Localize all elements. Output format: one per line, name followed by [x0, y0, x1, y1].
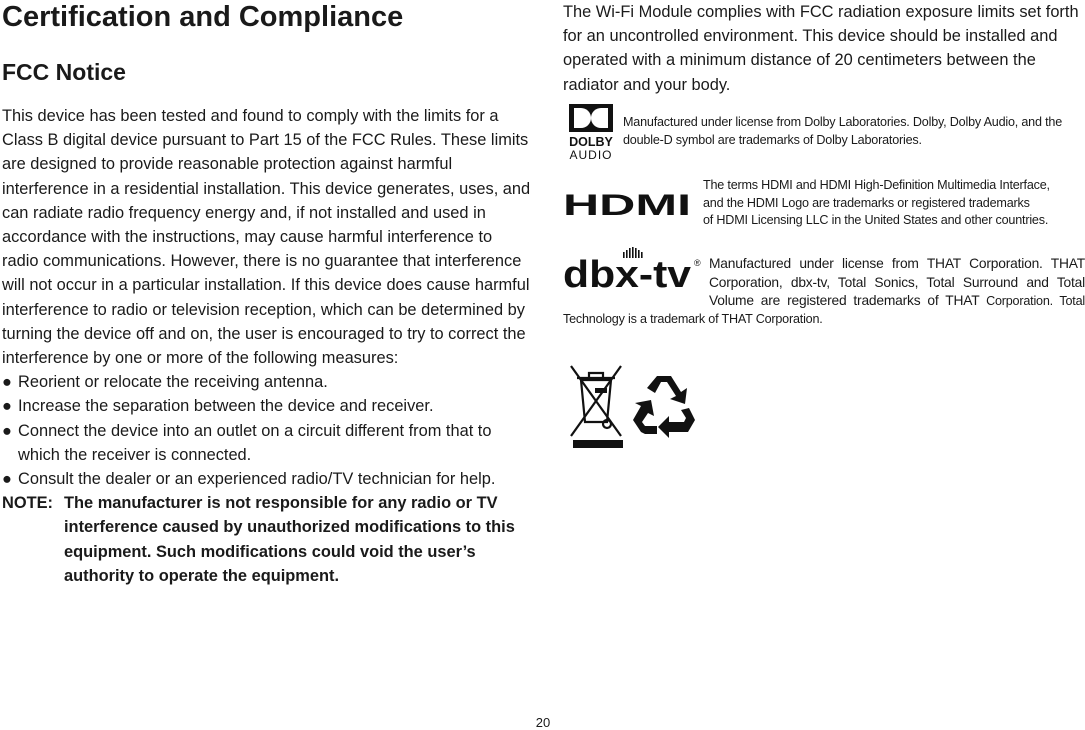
list-item: ● Reorient or relocate the receiving antenna.: [2, 370, 532, 394]
dbx-trademark-text: Manufactured under license from THAT Corporation. THAT Corporation, dbx-tv, Total Sonics, Total Surround and Total Volume are registered trademarks of THAT Corporation. Total Technology is a trademark of THAT Corporation.: [563, 256, 1085, 326]
note-text: The manufacturer is not responsible for any radio or TV interference caused by unauthorized modifications to this equipment. Such modifications could void the user’s authority to operate the equipment.: [64, 494, 515, 585]
dbx-tv-logo: [563, 246, 703, 292]
bullet-icon: ●: [2, 470, 12, 489]
svg-text:DOLBY: DOLBY: [569, 135, 613, 149]
page-title: Certification and Compliance: [2, 1, 404, 33]
svg-text:®: ®: [694, 258, 701, 268]
weee-crossed-bin-icon: [567, 358, 625, 448]
list-item: ● Connect the device into an outlet on a circuit different from that to which the receiver is connected.: [2, 419, 532, 467]
hdmi-trademark-text: The terms HDMI and HDMI High-Definition Multimedia Interface, and the HDMI Logo are trademarks or registered trademarks of HDMI Licensing LLC in the United States and other countries.: [703, 178, 1050, 227]
note-label: NOTE:: [2, 494, 53, 513]
bullet-icon: ●: [2, 373, 12, 392]
list-item: ● Consult the dealer or an experienced radio/TV technician for help.: [2, 467, 532, 491]
fcc-note: [2, 491, 532, 588]
svg-text:dbx-tv: dbx-tv: [563, 254, 691, 292]
fcc-heading: FCC Notice: [2, 59, 126, 85]
hdmi-logo: [563, 193, 691, 217]
wifi-compliance-text: The Wi-Fi Module complies with FCC radiation exposure limits set forth for an uncontrolled environment. This device should be installed and operated with a minimum distance of 20 centimeters between the radiator and your body.: [563, 3, 1079, 94]
bullet-icon: ●: [2, 421, 12, 440]
dolby-trademark-text: Manufactured under license from Dolby Laboratories. Dolby, Dolby Audio, and the double-D symbol are trademarks of Dolby Laboratories.: [623, 115, 1062, 147]
list-item: ● Increase the separation between the device and receiver.: [2, 394, 532, 418]
svg-text:HDMI: HDMI: [563, 193, 691, 217]
fcc-paragraph: This device has been tested and found to comply with the limits for a Class B digital device pursuant to Part 15 of the FCC Rules. These limits are designed to provide reasonable protection against harmful interference in a residential installation. This device generates, uses, and can radiate radio frequency energy and, if not installed and used in accordance with the instructions, may cause harmful interference to radio communications. However, there is no guarantee that interference will not occur in a particular installation. If this device does cause harmful interference to radio or television reception, which can be determined by turning the device off and on, the user is encouraged to try to correct the interference by one or more of the following measures:: [2, 107, 531, 368]
bullet-icon: ●: [2, 397, 12, 416]
svg-text:AUDIO: AUDIO: [569, 148, 613, 162]
recycle-icon: [631, 372, 697, 438]
page-number: 20: [535, 715, 551, 730]
fcc-body: [2, 104, 532, 588]
dolby-audio-logo: [565, 101, 621, 163]
fcc-measures-list: [2, 370, 532, 491]
